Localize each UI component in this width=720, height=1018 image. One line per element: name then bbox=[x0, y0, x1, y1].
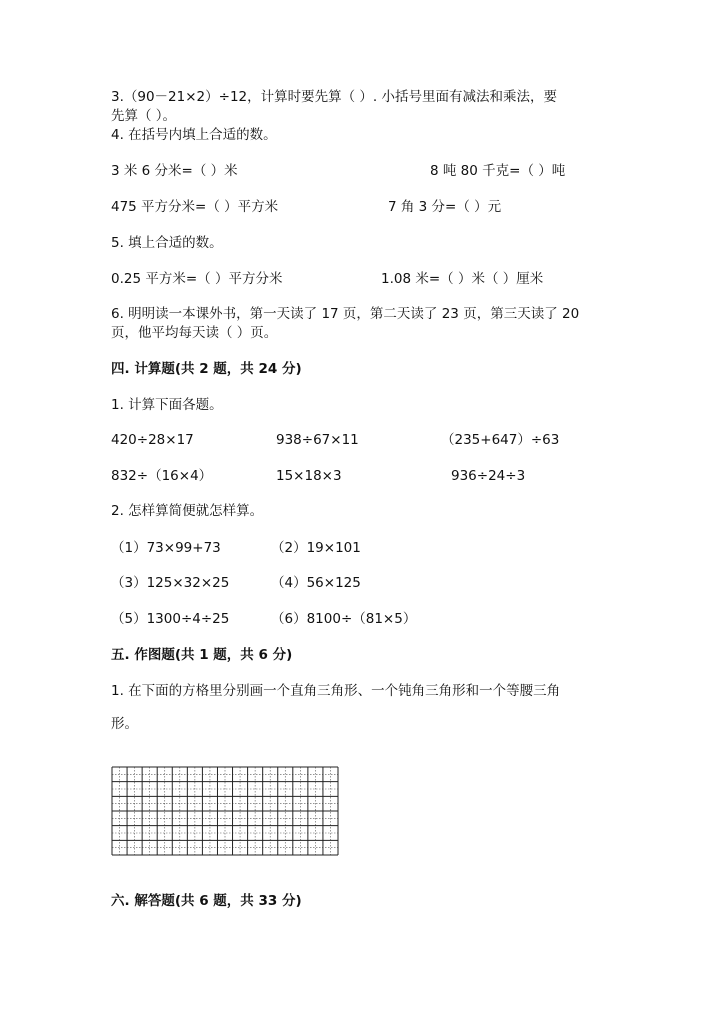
q6-line2: 页，他平均每天读（ ）页。 bbox=[111, 325, 278, 341]
section4-p2-title: 2. 怎样算简便就怎样算。 bbox=[111, 503, 264, 519]
q3-line2: 先算（ ）。 bbox=[111, 108, 177, 124]
q4-title: 4. 在括号内填上合适的数。 bbox=[111, 127, 277, 143]
calc-item: 938÷67×11 bbox=[276, 432, 359, 448]
simplify-item: （3）125×32×25 bbox=[111, 575, 230, 591]
q5-item-b: 1.08 米=（ ）米（ ）厘米 bbox=[381, 271, 544, 287]
simplify-item: （5）1300÷4÷25 bbox=[111, 611, 230, 627]
q6-line1: 6. 明明读一本课外书，第一天读了 17 页，第二天读了 23 页，第三天读了 20 bbox=[111, 306, 580, 322]
calc-item: 15×18×3 bbox=[276, 468, 342, 484]
simplify-item: （4）56×125 bbox=[271, 575, 361, 591]
section5-heading: 五. 作图题(共 1 题，共 6 分) bbox=[111, 647, 293, 663]
q4-item-d: 7 角 3 分=（ ）元 bbox=[388, 199, 502, 215]
calc-item: 832÷（16×4） bbox=[111, 468, 213, 484]
calc-item: 936÷24÷3 bbox=[451, 468, 526, 484]
simplify-item: （2）19×101 bbox=[271, 540, 361, 556]
section6-heading: 六. 解答题(共 6 题，共 33 分) bbox=[111, 893, 302, 909]
calc-item: （235+647）÷63 bbox=[441, 432, 560, 448]
section5-q1-line2: 形。 bbox=[111, 716, 138, 732]
calc-item: 420÷28×17 bbox=[111, 432, 194, 448]
q5-item-a: 0.25 平方米=（ ）平方分米 bbox=[111, 271, 283, 287]
simplify-item: （6）8100÷（81×5） bbox=[271, 611, 417, 627]
q5-title: 5. 填上合适的数。 bbox=[111, 235, 223, 251]
section4-p1-title: 1. 计算下面各题。 bbox=[111, 397, 223, 413]
section5-q1-line1: 1. 在下面的方格里分别画一个直角三角形、一个钝角三角形和一个等腰三角 bbox=[111, 683, 561, 699]
q4-item-a: 3 米 6 分米=（ ）米 bbox=[111, 163, 238, 179]
q4-item-c: 475 平方分米=（ ）平方米 bbox=[111, 199, 279, 215]
q3-line1: 3.（90－21×2）÷12，计算时要先算（ ）. 小括号里面有减法和乘法，要 bbox=[111, 89, 558, 105]
drawing-grid[interactable] bbox=[111, 766, 339, 856]
simplify-item: （1）73×99+73 bbox=[111, 540, 221, 556]
section4-heading: 四. 计算题(共 2 题，共 24 分) bbox=[111, 361, 302, 377]
q4-item-b: 8 吨 80 千克=（ ）吨 bbox=[430, 163, 566, 179]
